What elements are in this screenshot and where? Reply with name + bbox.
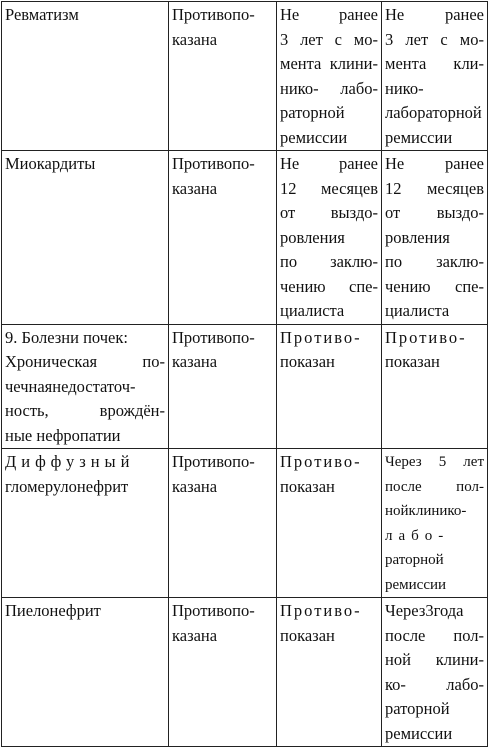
term-line: после пол- xyxy=(385,625,484,645)
disease-line: 9. Болезни почек: xyxy=(5,327,128,347)
disease-cell xyxy=(2,449,169,598)
term-line: лабораторной xyxy=(385,103,482,122)
table-row xyxy=(2,449,488,598)
disease-cell xyxy=(2,324,169,449)
term-line-last: показан xyxy=(385,352,440,371)
table-row xyxy=(2,2,488,151)
term-line: Противо- xyxy=(280,601,362,620)
term-line: 3 лет с мо- xyxy=(385,29,484,49)
status-cell xyxy=(169,151,277,325)
term-line: 3 лет с мо- xyxy=(280,29,378,49)
term-line-last: циалиста xyxy=(280,301,345,320)
disease-line-last: гломерулонефрит xyxy=(5,476,129,496)
status-line: казана xyxy=(172,625,218,645)
term-line: ровления xyxy=(385,227,450,247)
term-line: нойклинико- xyxy=(385,503,467,519)
disease-line: Хроническая по- xyxy=(5,352,165,371)
term-line: ровления xyxy=(280,227,345,247)
term-line: ко- лабо- xyxy=(385,674,484,694)
disease-line: Миокардиты xyxy=(5,154,96,173)
term-line: мента кли- xyxy=(385,54,484,73)
contraindications-table xyxy=(1,1,488,747)
disease-cell xyxy=(2,151,169,325)
term-line: раторной xyxy=(385,699,450,718)
term-line: лабо- xyxy=(385,527,450,544)
term-cell xyxy=(382,598,488,747)
disease-line-last: ные нефропатии xyxy=(5,425,121,445)
term-line: Через3года xyxy=(385,601,464,620)
status-cell xyxy=(169,2,277,151)
term-cell xyxy=(277,151,382,325)
term-line: раторной xyxy=(385,552,444,568)
term-line: после пол- xyxy=(385,478,484,495)
term-cell xyxy=(277,598,382,747)
status-line: Противопо- xyxy=(172,452,255,471)
status-line: казана xyxy=(172,352,218,371)
term-cell xyxy=(277,324,382,449)
term-line: Противо- xyxy=(280,327,362,347)
term-line: мента клини- xyxy=(280,54,378,73)
term-line-last: показан xyxy=(280,625,335,645)
term-cell xyxy=(382,449,488,598)
term-cell xyxy=(277,449,382,598)
status-line: Противопо- xyxy=(172,154,255,173)
term-line-last: циалиста xyxy=(385,301,450,320)
disease-line: ность, врождён- xyxy=(5,401,165,420)
status-line: казана xyxy=(172,178,218,198)
term-line: раторной xyxy=(280,103,345,122)
term-line: нико- xyxy=(385,78,424,98)
term-line-last: ремиссии xyxy=(280,127,348,147)
term-cell xyxy=(382,151,488,325)
term-cell xyxy=(277,2,382,151)
status-cell xyxy=(169,598,277,747)
disease-line: Диффузный xyxy=(5,452,135,471)
term-line: Не ранее xyxy=(280,154,378,173)
status-line: казана xyxy=(172,29,218,49)
term-line: Противо- xyxy=(280,452,362,471)
term-line: Не ранее xyxy=(385,5,484,24)
disease-cell xyxy=(2,2,169,151)
table-row xyxy=(2,324,488,449)
term-line: Противо- xyxy=(385,327,467,347)
disease-line: Ревматизм xyxy=(5,5,79,24)
disease-cell xyxy=(2,598,169,747)
table-row xyxy=(2,151,488,325)
term-line: нико- лабо- xyxy=(280,78,378,98)
status-line: Противопо- xyxy=(172,5,255,24)
term-line: по заклю- xyxy=(385,252,484,271)
table-row xyxy=(2,598,488,747)
term-cell xyxy=(382,2,488,151)
term-line: чению спе- xyxy=(385,276,484,296)
status-line: Противопо- xyxy=(172,327,255,347)
term-line: Через 5 лет xyxy=(385,454,484,470)
term-line-last: показан xyxy=(280,352,335,371)
term-line: ной клини- xyxy=(385,650,484,669)
term-line-last: ремиссии xyxy=(385,576,447,593)
term-line: от выздо- xyxy=(280,203,378,222)
term-line: по заклю- xyxy=(280,252,378,271)
disease-line: чечнаянедостаточ- xyxy=(5,376,136,396)
disease-line: Пиелонефрит xyxy=(5,601,101,620)
term-line-last: показан xyxy=(280,476,335,496)
term-line: Не ранее xyxy=(385,154,484,173)
term-line: Не ранее xyxy=(280,5,378,24)
status-line: Противопо- xyxy=(172,601,255,620)
status-cell xyxy=(169,449,277,598)
status-cell xyxy=(169,324,277,449)
term-line: чению спе- xyxy=(280,276,378,296)
term-line: 12 месяцев xyxy=(280,178,378,198)
status-line: казана xyxy=(172,476,218,496)
term-line: от выздо- xyxy=(385,203,484,222)
term-line-last: ремиссии xyxy=(385,127,453,147)
term-line-last: ремиссии xyxy=(385,723,453,743)
term-line: 12 месяцев xyxy=(385,178,484,198)
term-cell xyxy=(382,324,488,449)
